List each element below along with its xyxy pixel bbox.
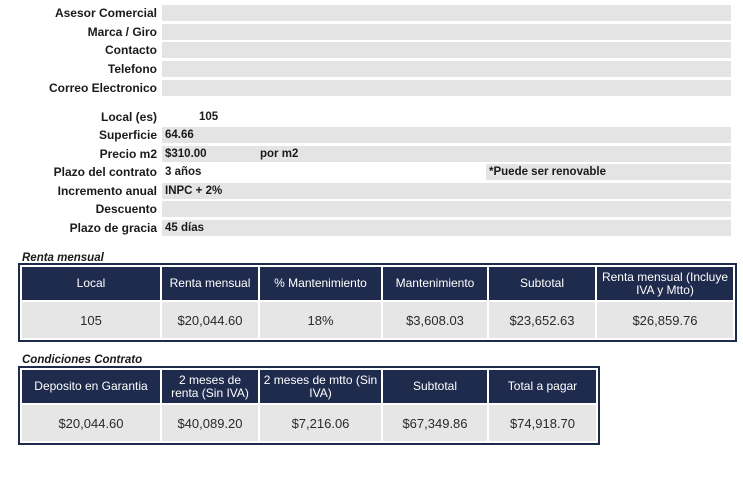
- precio-label: Precio m2: [99, 147, 157, 161]
- condiciones-cell-subtotal: $67,349.86: [382, 404, 488, 442]
- plazo-value: 3 años: [165, 166, 202, 178]
- plazo-row: [0, 164, 743, 180]
- asesor-label: Asesor Comercial: [54, 6, 157, 20]
- local-row: [0, 109, 743, 125]
- condiciones-header-total: Total a pagar: [488, 369, 597, 404]
- plazo-note: *Puede ser renovable: [486, 164, 731, 180]
- contacto-row: [0, 42, 743, 58]
- condiciones-header-row: [21, 369, 597, 404]
- marca-field[interactable]: [162, 24, 731, 40]
- gracia-value: 45 días: [162, 220, 731, 236]
- correo-label: Correo Electronico: [48, 81, 157, 95]
- precio-value: $310.00: [162, 146, 731, 162]
- renta-cell-local: 105: [21, 301, 161, 339]
- contacto-label: Contacto: [105, 43, 157, 57]
- incremento-label: Incremento anual: [57, 184, 157, 198]
- superficie-row: [0, 127, 743, 143]
- renta-title: Renta mensual: [22, 252, 104, 264]
- local-label: Local (es): [100, 110, 157, 124]
- precio-row: [0, 146, 743, 162]
- marca-row: [0, 24, 743, 40]
- renta-header-mantenimiento: Mantenimiento: [382, 266, 488, 301]
- renta-cell-renta: $20,044.60: [161, 301, 259, 339]
- condiciones-table: [20, 368, 598, 443]
- renta-header-total: Renta mensual (Incluye IVA y Mtto): [596, 266, 734, 301]
- descuento-field[interactable]: [162, 201, 731, 217]
- renta-cell-total: $26,859.76: [596, 301, 734, 339]
- plazo-label: Plazo del contrato: [53, 165, 157, 179]
- renta-header-pct-mantenimiento: % Mantenimiento: [259, 266, 382, 301]
- asesor-row: [0, 5, 743, 21]
- incremento-value: INPC + 2%: [162, 183, 731, 199]
- condiciones-title: Condiciones Contrato: [22, 354, 143, 366]
- condiciones-cell-total: $74,918.70: [488, 404, 597, 442]
- renta-cell-pct-mantenimiento: 18%: [259, 301, 382, 339]
- precio-unit: por m2: [260, 148, 299, 160]
- contacto-field[interactable]: [162, 42, 731, 58]
- table-row: [21, 301, 734, 339]
- gracia-row: [0, 220, 743, 236]
- renta-header-local: Local: [21, 266, 161, 301]
- correo-row: [0, 80, 743, 96]
- correo-field[interactable]: [162, 80, 731, 96]
- condiciones-header-renta: 2 meses de renta (Sin IVA): [161, 369, 259, 404]
- renta-header-row: [21, 266, 734, 301]
- condiciones-header-subtotal: Subtotal: [382, 369, 488, 404]
- asesor-field[interactable]: [162, 5, 731, 21]
- descuento-label: Descuento: [95, 202, 157, 216]
- renta-header-renta: Renta mensual: [161, 266, 259, 301]
- telefono-label: Telefono: [107, 62, 157, 76]
- telefono-field[interactable]: [162, 61, 731, 77]
- renta-header-subtotal: Subtotal: [488, 266, 596, 301]
- renta-cell-mantenimiento: $3,608.03: [382, 301, 488, 339]
- condiciones-cell-renta: $40,089.20: [161, 404, 259, 442]
- table-row: [21, 404, 597, 442]
- incremento-row: [0, 183, 743, 199]
- renta-cell-subtotal: $23,652.63: [488, 301, 596, 339]
- condiciones-header-mtto: 2 meses de mtto (Sin IVA): [259, 369, 382, 404]
- renta-table: [20, 265, 735, 340]
- marca-label: Marca / Giro: [87, 25, 157, 39]
- local-value: 105: [199, 111, 219, 123]
- condiciones-header-deposito: Deposito en Garantia: [21, 369, 161, 404]
- condiciones-cell-deposito: $20,044.60: [21, 404, 161, 442]
- telefono-row: [0, 61, 743, 77]
- condiciones-cell-mtto: $7,216.06: [259, 404, 382, 442]
- superficie-value: 64.66: [162, 127, 731, 143]
- gracia-label: Plazo de gracia: [69, 221, 157, 235]
- descuento-row: [0, 201, 743, 217]
- superficie-label: Superficie: [98, 128, 157, 142]
